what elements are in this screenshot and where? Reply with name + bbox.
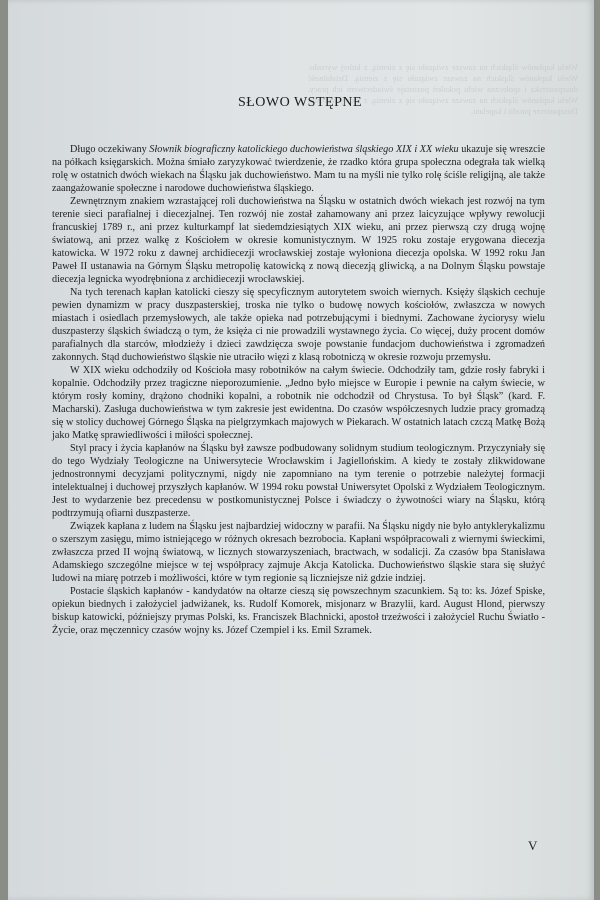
reverse-side-bleed-through: Wielu kapłanów śląskich na zawsze związało się z ziemią, z której wyrosło. Wielu kapłanów śląskich na zawsze związało się z ziemią. Działalność duszpasterska i społeczna wielu pokoleń pozostaje świadectwem ich pracy. Wielu kapłanów śląskich na zawsze związało się z ziemią, z której wyrosło. Duszpasterze parafii i kapelani. [308,62,578,116]
paragraph: Zewnętrznym znakiem wzrastającej roli duchowieństwa na Śląsku w ostatnich dwóch wiekach jest rozwój na tym terenie sieci parafialnej i diecezjalnej. Ten rozwój nie został zahamowany ani przez laicyzujące wpływy rewolucji francuskiej 1789 r., ani przez kulturkampf lat siedemdziesiątych XIX wieku, ani przez pierwszą czy drugą wojnę światową, ani przez walkę z Kościołem w okresie komunistycznym. W 1925 roku zostaje erygowana diecezja katowicka. W 1972 roku z dawnej archidiecezji wrocławskiej zostaje wyłoniona diecezja opolska. W 1992 roku Jan Paweł II ustanawia na Górnym Śląsku metropolię katowicką z nową diecezją gliwicką, a na Dolnym Śląsku powstaje diecezja legnicka wyodrębniona z archidiecezji wrocławskiej. [52,196,545,285]
page-number: V [528,838,538,853]
page-title: SŁOWO WSTĘPNE [237,95,363,110]
paragraph-intro [52,143,545,195]
paragraph-intro-rest: ukazuje się wreszcie na półkach księgarskich. Można śmiało zaryzykować twierdzenie, że rzadko która grupa społeczna odegrała tak wielką rolę w ostatnich dwóch wiekach na Śląsku jak duchowieństwo. Mam tu na myśli nie tylko rolę ściśle religijną, ale także zaangażowanie społeczne i narodowe duchowieństwa śląskiego. [52,144,546,194]
paragraph: W XIX wieku odchodziły od Kościoła masy robotników na całym świecie. Odchodziły tam, gdzie rosły fabryki i kopalnie. Odchodziły przez tragiczne nieporozumienie. „Jedno było miejsce w Europie i pewnie na całym świecie, w którym rosły kominy, drążono chodniki kopalni, a robotnik nie odchodził od Chrystusa. To był Śląsk” (kard. F. Macharski). Zasługa duchowieństwa w tym zakresie jest ewidentna. Do czasów współczesnych ludzie pracy gromadzą się w stolicy duchowej Górnego Śląska na pielgrzymkach majowych w Piekarach. W ostatnich latach czczą Matkę Bożą jako Matkę sprawiedliwości i miłości społecznej. [52,365,545,441]
body-text [52,143,545,637]
paragraph: Związek kapłana z ludem na Śląsku jest najbardziej widoczny w parafii. Na Śląsku nigdy nie było antyklerykalizmu o szerszym zasięgu, mimo istniejącego w różnych okresach bezrobocia. Kapłani współpracowali z wiernymi świeckimi, zwłaszcza przed II wojną światową, w licznych stowarzyszeniach, bractwach, w sodalicji. Za czasów bpa Stanisława Adamskiego szczególne miejsce w tej współpracy zajmuje Akcja Katolicka. Duchowieństwo śląskie stara się służyć ludowi na miarę potrzeb i możliwości, które w tym regionie są liczniejsze niż gdzie indziej. [52,521,545,584]
paragraph-intro-lead: Długo oczekiwany [70,144,150,155]
paragraph: Styl pracy i życia kapłanów na Śląsku był zawsze podbudowany solidnym studium teologicznym. Przyczyniały się do tego Wydziały Teologiczne na Uniwersytecie Wrocławskim i Jagiellońskim. A kiedy te zostały zlikwidowane jednostronnymi decyzjami politycznymi, nigdy nie zapomniano na tym terenie o potrzebie należytej formacji intelektualnej i duchowej przyszłych kapłanów. W 1994 roku powstał Uniwersytet Opolski z Wydziałem Teologicznym. Jest to wydarzenie bez precedensu w postkomunistycznej Polsce i świadczy o żywotności wiary na Śląsku, którą podtrzymują ofiarni duszpasterze. [52,443,545,519]
paragraph: Postacie śląskich kapłanów - kandydatów na ołtarze cieszą się powszechnym szacunkiem. Są to: ks. Józef Spiske, opiekun biednych i założyciel jadwiżanek, ks. Rudolf Komorek, misjonarz w Brazylii, kard. August Hlond, pierwszy biskup katowicki, późniejszy prymas Polski, ks. Franciszek Blachnicki, apostoł trzeźwości i założyciel Ruchu Światło - Życie, oraz męczennicy czasów wojny ks. Józef Czempiel i ks. Emil Szramek. [52,586,545,636]
paragraph: Na tych terenach kapłan katolicki cieszy się specyficznym autorytetem swoich wiernych. Księży śląskich cechuje pewien dynamizm w pracy duszpasterskiej, troska nie tylko o budowę nowych kościołów, zwłaszcza w nowych miastach i osiedlach przemysłowych, ale także opieka nad potrzebującymi i biednymi. Zachowane życiorysy wielu duszpasterzy śląskich świadczą o tym, że księża ci nie prowadzili wystawnego życia. Co więcej, duży procent domów parafialnych dla starców, młodzieży i dzieci zawdzięcza swoje powstanie fundacjom duchowieństwa i zgromadzeń zakonnych. Stąd duchowieństwo śląskie nie utraciło więzi z klasą robotniczą w okresie rozwoju przemysłu. [52,287,545,363]
book-title: Słownik biograficzny katolickiego duchowieństwa śląskiego XIX i XX wieku [149,144,459,155]
